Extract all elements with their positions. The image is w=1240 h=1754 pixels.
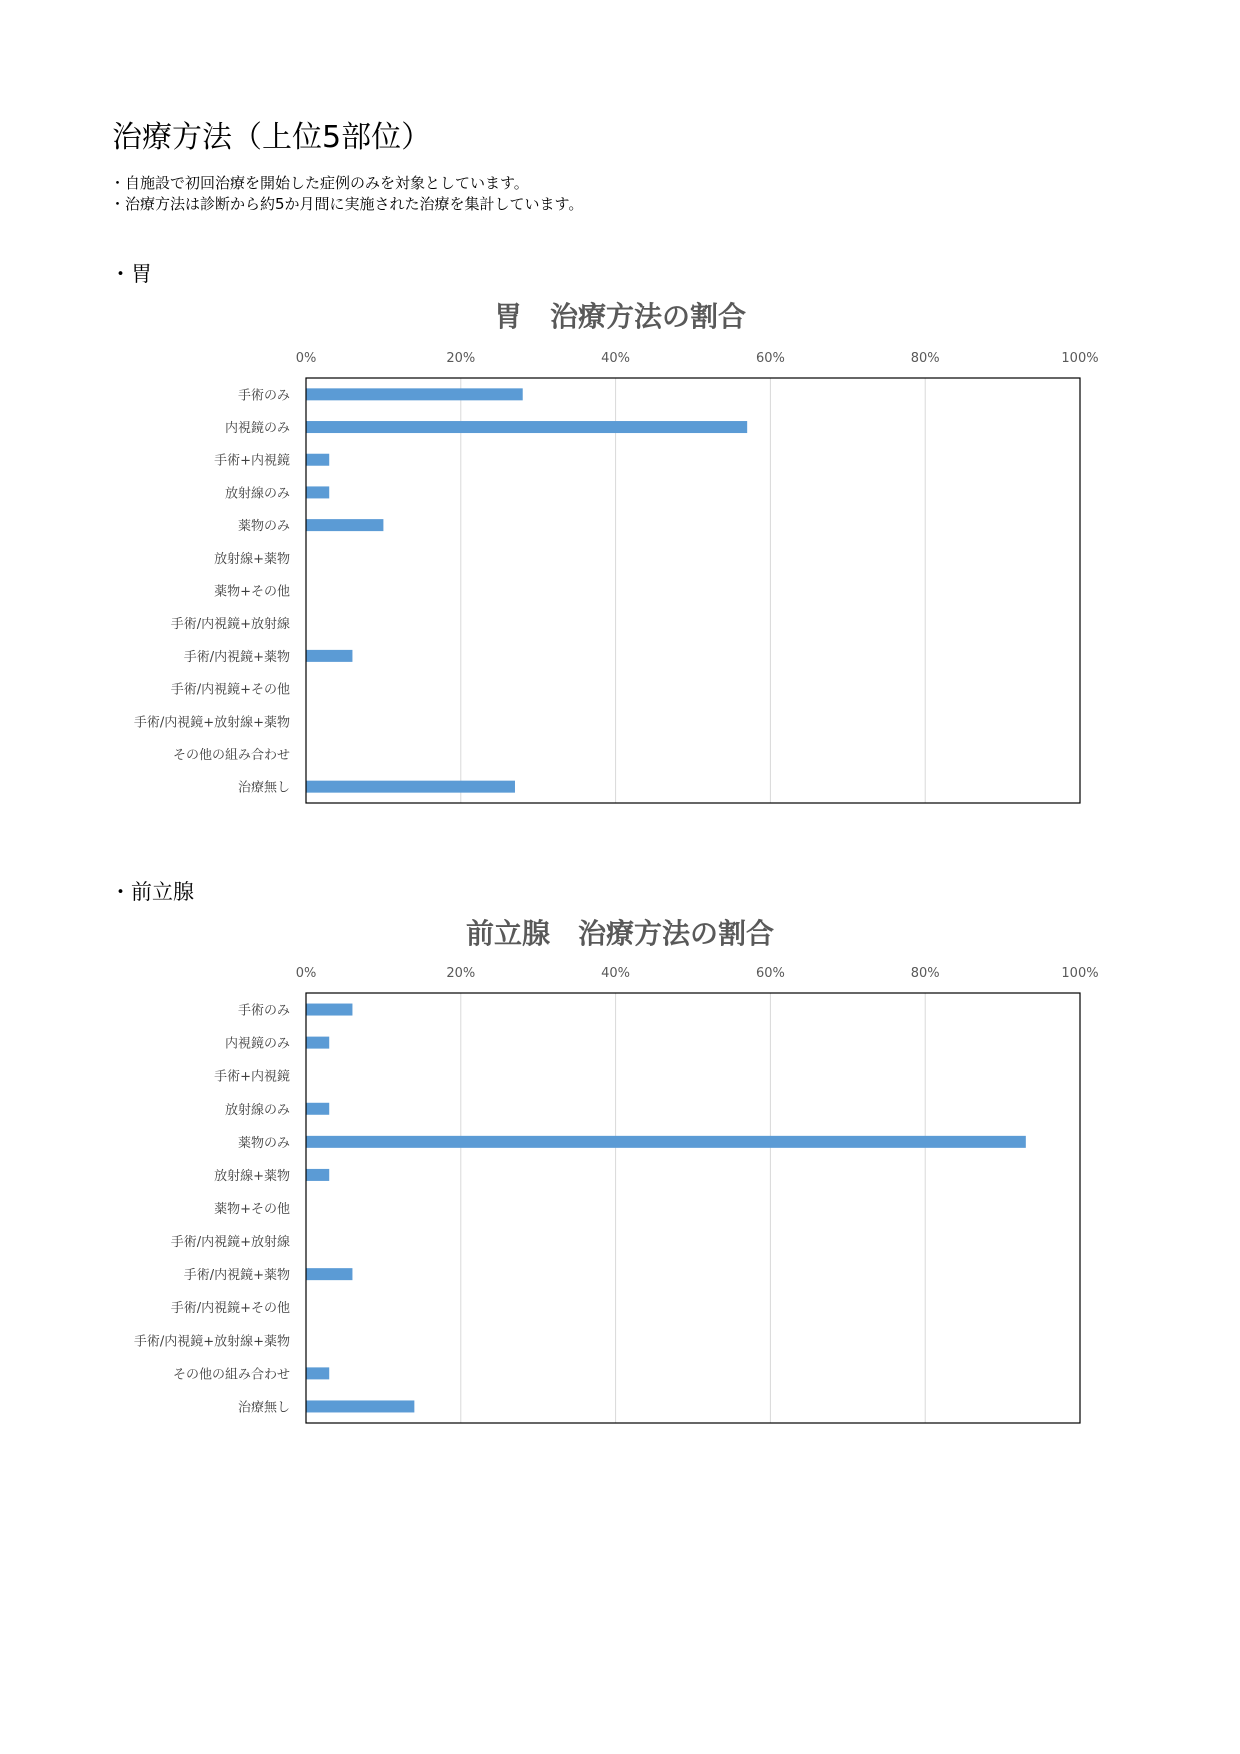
x-tick-label: 40% <box>601 966 631 981</box>
category-label: 治療無し <box>237 780 290 796</box>
bar <box>306 1169 329 1181</box>
bar <box>306 1268 352 1280</box>
bar <box>306 486 329 498</box>
page-title: 治療方法（上位5部位） <box>112 120 432 155</box>
x-tick-label: 80% <box>910 966 940 981</box>
bar <box>306 1103 329 1115</box>
chart-stomach <box>0 340 1240 900</box>
category-label: 手術/内視鏡+放射線 <box>170 1235 290 1251</box>
note-line-2: ・治療方法は診断から約5か月間に実施された治療を集計しています。 <box>110 195 584 213</box>
category-label: 手術/内視鏡+その他 <box>170 1301 290 1317</box>
chart-prostate <box>0 955 1240 1515</box>
bar <box>306 1367 329 1379</box>
x-tick-label: 40% <box>601 351 631 366</box>
bar <box>306 1136 1026 1148</box>
note-line-1: ・自施設で初回治療を開始した症例のみを対象としています。 <box>110 174 529 192</box>
category-label: 放射線のみ <box>224 486 290 502</box>
bar <box>306 1400 414 1412</box>
category-label: その他の組み合わせ <box>172 1367 290 1383</box>
bar <box>306 388 523 400</box>
category-label: 手術のみ <box>237 1003 290 1019</box>
plot-frame <box>306 993 1080 1423</box>
x-tick-label: 60% <box>755 351 785 366</box>
category-label: その他の組み合わせ <box>172 747 290 763</box>
x-tick-label: 20% <box>446 351 476 366</box>
category-label: 放射線+薬物 <box>214 1168 290 1184</box>
x-tick-label: 100% <box>1061 966 1099 981</box>
section-label-prostate: ・前立腺 <box>110 880 194 904</box>
category-label: 手術のみ <box>237 388 290 404</box>
category-label: 手術/内視鏡+放射線 <box>170 617 290 633</box>
x-tick-label: 0% <box>295 966 317 981</box>
bar <box>306 650 352 662</box>
bar <box>306 781 515 793</box>
x-tick-label: 0% <box>295 351 317 366</box>
plot-frame <box>306 378 1080 803</box>
chart-title-stomach: 胃 治療方法の割合 <box>493 300 746 333</box>
category-label: 手術+内視鏡 <box>214 453 290 469</box>
category-label: 薬物のみ <box>237 1135 290 1151</box>
chart-title-prostate: 前立腺 治療方法の割合 <box>465 917 774 950</box>
category-label: 手術/内視鏡+放射線+薬物 <box>133 715 290 731</box>
category-label: 薬物+その他 <box>214 1202 290 1217</box>
category-label: 手術/内視鏡+放射線+薬物 <box>133 1334 290 1350</box>
category-label: 手術+内視鏡 <box>214 1069 290 1085</box>
category-label: 薬物+その他 <box>214 584 290 600</box>
category-label: 内視鏡のみ <box>224 1036 290 1052</box>
category-label: 手術/内視鏡+その他 <box>170 682 290 698</box>
category-label: 内視鏡のみ <box>224 421 290 437</box>
bar <box>306 1037 329 1049</box>
bar <box>306 454 329 466</box>
bar <box>306 1004 352 1016</box>
x-tick-label: 100% <box>1061 351 1099 366</box>
category-label: 放射線+薬物 <box>214 551 290 567</box>
category-label: 治療無し <box>237 1400 290 1416</box>
category-label: 薬物のみ <box>237 519 290 535</box>
bar <box>306 421 747 433</box>
category-label: 手術/内視鏡+薬物 <box>183 1268 290 1284</box>
category-label: 放射線のみ <box>224 1102 290 1118</box>
section-label-stomach: ・胃 <box>110 262 152 286</box>
bar <box>306 519 383 531</box>
category-label: 手術/内視鏡+薬物 <box>183 649 290 665</box>
x-tick-label: 80% <box>910 351 940 366</box>
x-tick-label: 60% <box>755 966 785 981</box>
x-tick-label: 20% <box>446 966 476 981</box>
